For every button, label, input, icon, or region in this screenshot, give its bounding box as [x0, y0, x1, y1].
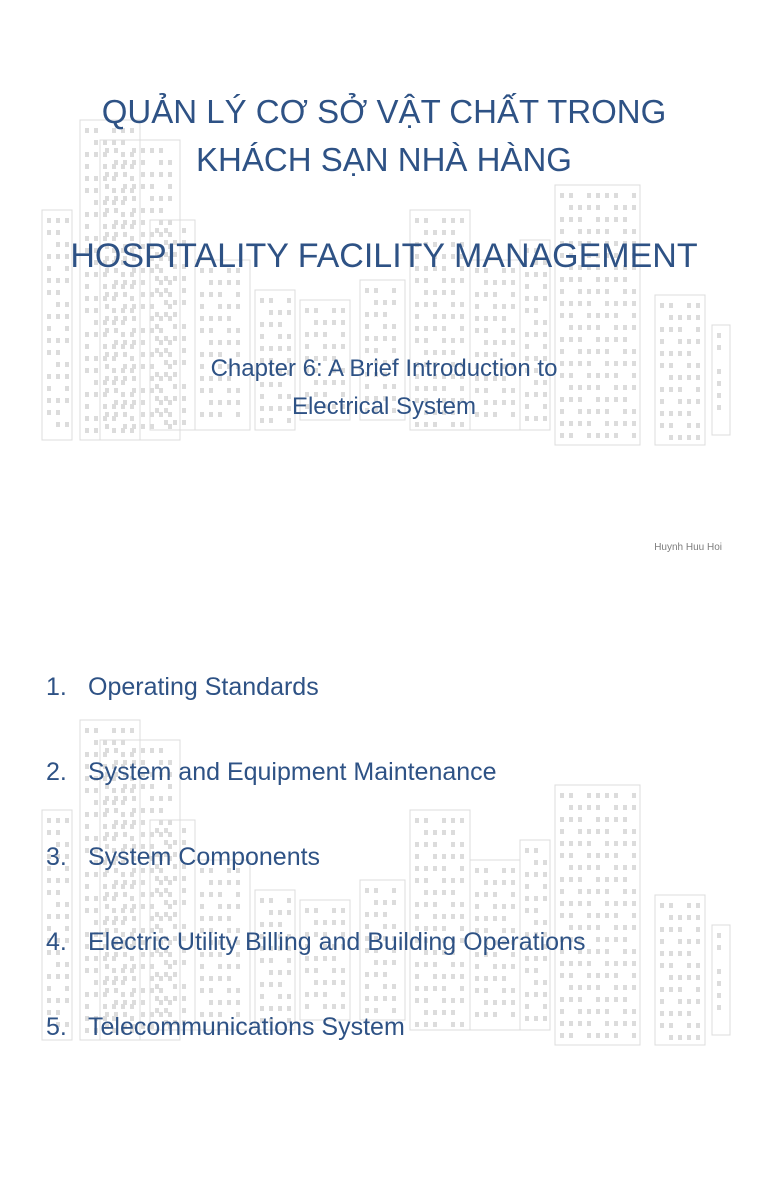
list-item [46, 830, 585, 915]
title-vietnamese [0, 88, 768, 184]
list-item-number: 2. [46, 758, 67, 786]
chapter-title-line1: Chapter 6: A Brief Introduction to [210, 355, 558, 382]
contents-list [46, 660, 585, 1085]
title-vietnamese-line2: KHÁCH SẠN NHÀ HÀNG [196, 141, 572, 178]
contents-slide [0, 600, 768, 1041]
title-slide [0, 0, 768, 580]
list-item-label: Telecommunications System [88, 1013, 405, 1041]
list-item-number: 3. [46, 843, 67, 871]
author-name: Huynh Huu Hoi [654, 542, 722, 553]
list-item-label: Operating Standards [88, 673, 319, 701]
list-item-label: Electric Utility Billing and Building Operations [88, 928, 586, 956]
chapter-title [0, 350, 768, 426]
list-item-number: 4. [46, 928, 67, 956]
list-item-label: System and Equipment Maintenance [88, 758, 497, 786]
list-item [46, 915, 585, 1000]
list-item-number: 1. [46, 673, 67, 701]
list-item [46, 745, 585, 830]
list-item-label: System Components [88, 843, 321, 871]
building-shape [712, 925, 730, 1035]
title-vietnamese-line1: QUẢN LÝ CƠ SỞ VẬT CHẤT TRONG [101, 93, 667, 130]
list-item-number: 5. [46, 1013, 67, 1041]
chapter-title-line2: Electrical System [291, 393, 477, 420]
title-english: HOSPITALITY FACILITY MANAGEMENT [70, 237, 698, 275]
city-skyline-background [0, 0, 768, 580]
list-item [46, 1000, 585, 1085]
list-item [46, 660, 585, 745]
building-shape [655, 895, 705, 1045]
slide-gap [0, 580, 768, 600]
